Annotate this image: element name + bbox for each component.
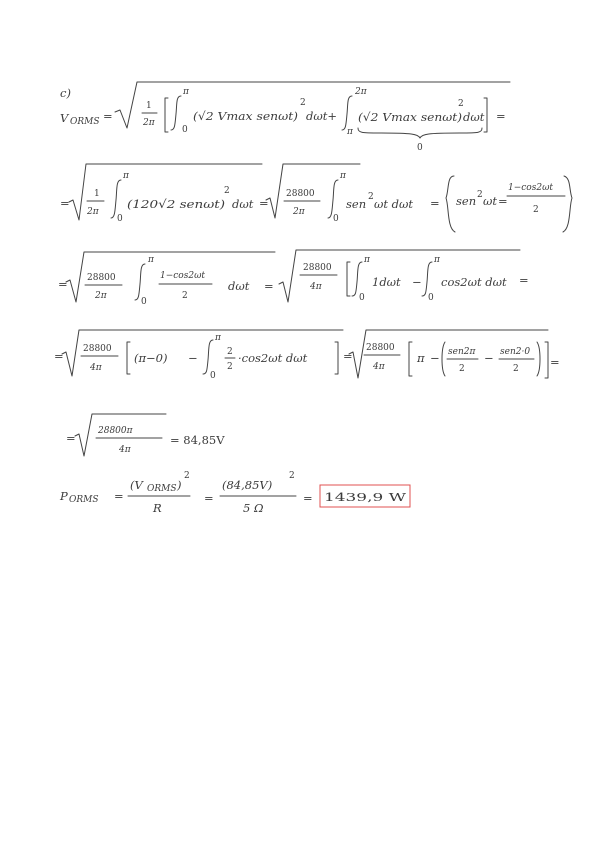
fraction-denominator: R — [153, 501, 162, 515]
vorms-subscript: ORMS — [70, 117, 100, 127]
fraction-2-numerator: 28800 — [303, 263, 332, 273]
equals-sign-3: = — [303, 491, 313, 505]
identity-equals: = — [498, 194, 508, 208]
integral-3-lower-limit: 0 — [428, 293, 434, 303]
integral-sign — [111, 180, 121, 218]
integral-2-lower-limit: 0 — [333, 214, 339, 224]
left-curly-brace — [446, 176, 455, 232]
equals-sign: = — [60, 196, 70, 210]
left-bracket — [127, 342, 130, 374]
pi-term: π — [417, 351, 425, 365]
differential: dωt — [232, 197, 254, 211]
vorms-symbol: V — [60, 111, 69, 125]
fraction-2-numerator-exponent: 2 — [289, 471, 295, 481]
identity-angle: ωt — [483, 194, 497, 208]
differential: dωt — [228, 279, 250, 293]
fraction-2-denominator: 5 Ω — [243, 501, 264, 515]
integral-upper-limit: π — [215, 333, 221, 343]
equals-sign: = — [114, 489, 124, 503]
integral-2-upper-limit: π — [364, 255, 370, 265]
section-label: c) — [60, 86, 71, 100]
integrand: (120√2 senωt) — [127, 197, 225, 211]
right-bracket — [484, 98, 487, 132]
fraction-2-denominator: 2π — [293, 207, 305, 217]
fraction-numerator: 28800 — [83, 344, 112, 354]
integrand-2: (√2 Vmax senωt) — [358, 110, 462, 124]
exponent-1: 2 — [300, 98, 306, 108]
integrand-3: cos2ωt dωt — [441, 275, 507, 289]
small-fraction-numerator: 2 — [227, 347, 233, 357]
minus-sign: − — [412, 275, 422, 289]
left-bracket-2 — [409, 342, 412, 376]
fraction-denominator: 4π — [119, 445, 131, 455]
integrand-2-sen: sen — [346, 197, 367, 211]
equals-sign: = — [103, 109, 113, 123]
exponent-2: 2 — [368, 192, 374, 202]
equals-sign-3: = — [430, 196, 440, 210]
equals-sign: = — [58, 277, 68, 291]
fraction-2-denominator: 4π — [310, 282, 322, 292]
exponent-2: 2 — [458, 99, 464, 109]
porms-subscript: ORMS — [69, 495, 99, 505]
sine-term-2-numerator: sen2·0 — [500, 347, 531, 357]
equals-sign-2: = — [343, 349, 353, 363]
integral-sign-2 — [352, 262, 362, 296]
differential-2: dωt — [463, 110, 485, 124]
integral-upper-limit: π — [123, 171, 129, 181]
integral-upper-limit: π — [148, 255, 154, 265]
fraction-2-numerator: 28800 — [286, 189, 315, 199]
trailing-equals: = — [519, 273, 529, 287]
fraction-numerator: 1 — [146, 101, 152, 111]
power-result: 1439,9 W — [324, 490, 407, 504]
integral-sign — [171, 96, 181, 130]
equals-sign-2: = — [259, 196, 269, 210]
fraction-2-numerator: (84,85V) — [222, 478, 273, 492]
trailing-equals: = — [550, 355, 560, 369]
integral-lower-limit: 0 — [182, 125, 188, 135]
integral-upper-limit: π — [183, 87, 189, 97]
integral-sign-2 — [328, 180, 338, 218]
integral-lower-limit: 0 — [117, 214, 123, 224]
small-fraction-denominator: 2 — [227, 362, 233, 372]
bracket-term: (π−0) — [134, 351, 168, 365]
fraction-numerator-exponent: 2 — [184, 471, 190, 481]
integral-lower-limit: 0 — [210, 371, 216, 381]
minus-sign-3: − — [484, 351, 494, 365]
integral-sign-3 — [422, 262, 432, 296]
integral-2-lower-limit: π — [347, 127, 353, 137]
fraction-numerator-close: ) — [177, 478, 182, 492]
fraction-numerator-subscript: ORMS — [147, 484, 177, 494]
integrand-2: 1dωt — [372, 275, 401, 289]
fraction-2-numerator: 28800 — [366, 343, 395, 353]
integrand-numerator: 1−cos2ωt — [160, 271, 206, 281]
porms-symbol: P — [60, 489, 68, 503]
sine-term-1-denominator: 2 — [459, 364, 465, 374]
integral-2-lower-limit: 0 — [359, 293, 365, 303]
identity-denominator: 2 — [533, 205, 539, 215]
differential-1: dωt+ — [306, 109, 337, 123]
equals-sign: = — [54, 349, 64, 363]
equals-sign-2: = — [204, 491, 214, 505]
integral-2-upper-limit: π — [340, 171, 346, 181]
fraction-numerator-open: (V — [130, 478, 143, 492]
identity-sen: sen — [456, 194, 477, 208]
equals-sign: = — [66, 431, 76, 445]
fraction-denominator: 2π — [95, 291, 107, 301]
fraction-denominator: 2π — [87, 207, 99, 217]
underbrace-value: 0 — [417, 143, 423, 153]
left-paren — [442, 342, 445, 376]
equals-sign-2: = — [264, 279, 274, 293]
identity-numerator: 1−cos2ωt — [508, 183, 554, 193]
integral-2-upper-limit: 2π — [355, 87, 367, 97]
trailing-equals: = — [496, 109, 506, 123]
right-paren — [537, 342, 540, 376]
fraction-2-denominator: 4π — [373, 362, 385, 372]
integrand-denominator: 2 — [182, 291, 188, 301]
underbrace — [358, 128, 482, 138]
integrand: ·cos2ωt dωt — [238, 351, 308, 365]
fraction-denominator: 2π — [143, 118, 155, 128]
identity-exponent: 2 — [477, 190, 483, 200]
sine-term-1-numerator: sen2π — [448, 347, 476, 357]
right-curly-brace — [563, 176, 572, 232]
sine-term-2-denominator: 2 — [513, 364, 519, 374]
integral-sign — [203, 340, 213, 374]
exponent: 2 — [224, 186, 230, 196]
rms-voltage-result: = 84,85V — [170, 433, 225, 447]
minus-sign: − — [188, 351, 198, 365]
integrand-2-tail: ωt dωt — [374, 197, 414, 211]
fraction-numerator: 28800 — [87, 273, 116, 283]
right-bracket — [335, 342, 338, 374]
integral-lower-limit: 0 — [141, 297, 147, 307]
integral-sign-2 — [342, 96, 352, 130]
fraction-numerator: 1 — [94, 189, 100, 199]
fraction-numerator: 28800π — [98, 426, 133, 436]
right-bracket-2 — [545, 342, 548, 378]
left-bracket — [165, 98, 168, 132]
integrand-1: (√2 Vmax senωt) — [193, 109, 298, 123]
integral-3-upper-limit: π — [434, 255, 440, 265]
fraction-denominator: 4π — [90, 363, 102, 373]
minus-sign-2: − — [430, 351, 440, 365]
integral-sign — [135, 264, 145, 300]
left-bracket — [347, 262, 350, 296]
